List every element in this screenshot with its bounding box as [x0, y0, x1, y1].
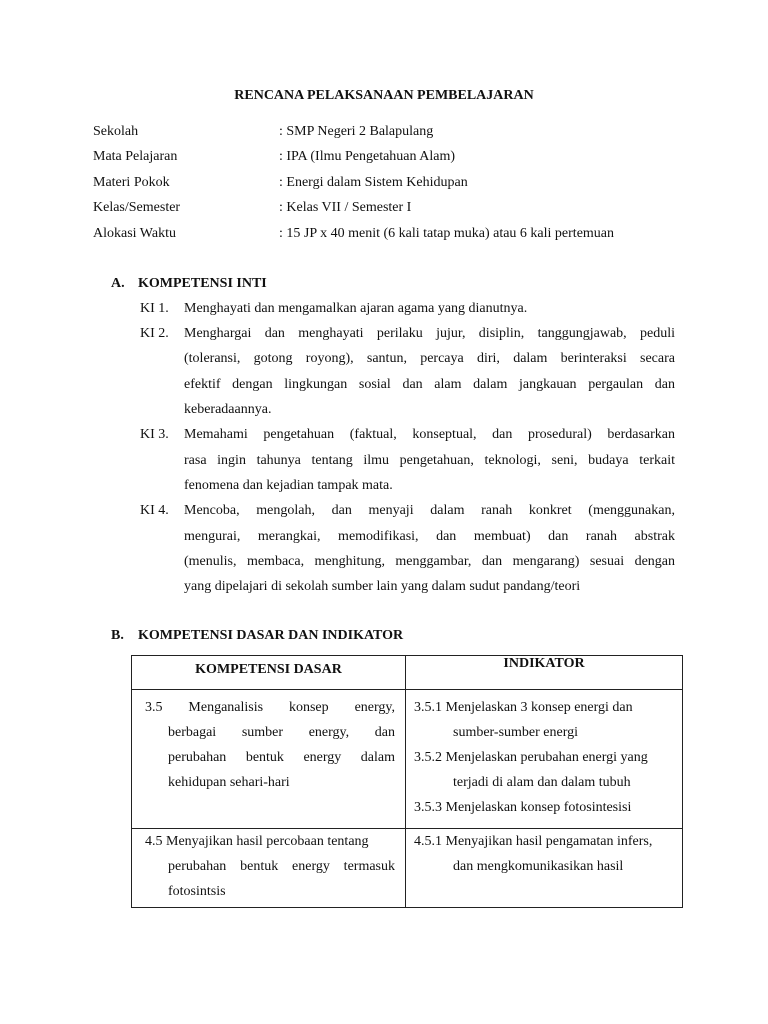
identity-value-time: : 15 JP x 40 menit (6 kali tatap muka) atau 6 kali pertemuan: [279, 226, 615, 241]
table-row: [132, 690, 683, 829]
table-header-kd: KOMPETENSI DASAR: [132, 656, 406, 690]
identity-label-time: Alokasi Waktu: [93, 226, 176, 241]
identity-label-school: Sekolah: [93, 124, 139, 139]
kd-line: kehidupan sehari-hari: [168, 775, 290, 790]
indikator-line: 3.5.1 Menjelaskan 3 konsep energi dan: [414, 700, 633, 715]
ki-3-line: fenomena dan kejadian tampak mata.: [184, 478, 393, 493]
ki-4-line: Mencoba, mengolah, dan menyaji dalam ranah konkret (menggunakan,: [184, 503, 675, 518]
identity-label-class: Kelas/Semester: [93, 200, 181, 215]
indikator-line: dan mengkomunikasikan hasil: [453, 859, 624, 874]
indikator-line: 3.5.3 Menjelaskan konsep fotosintesisi: [414, 800, 632, 815]
ki-1-line: Menghayati dan mengamalkan ajaran agama yang dianutnya.: [184, 301, 528, 316]
document-title: RENCANA PELAKSANAAN PEMBELAJARAN: [234, 88, 534, 103]
section-a-letter: A.: [111, 276, 125, 291]
indikator-line: sumber-sumber energi: [453, 725, 579, 740]
ki-3-line: Memahami pengetahuan (faktual, konseptual, dan prosedural) berdasarkan: [184, 427, 675, 442]
section-a-heading: KOMPETENSI INTI: [138, 276, 267, 291]
identity-value-topic: : Energi dalam Sistem Kehidupan: [279, 175, 468, 190]
kd-line: berbagai sumber energy, dan: [168, 725, 395, 740]
kd-cell: [132, 690, 406, 829]
ki-2-line: efektif dengan lingkungan sosial dan alam dalam jangkauan pergaulan dan: [184, 377, 675, 392]
kd-line: fotosintsis: [168, 884, 226, 899]
kd-line: 4.5 Menyajikan hasil percobaan tentang: [145, 834, 369, 849]
identity-value-class: : Kelas VII / Semester I: [279, 200, 412, 215]
ki-1-number: KI 1.: [140, 301, 169, 316]
indikator-cell: [406, 829, 683, 908]
kd-line: perubahan bentuk energy dalam: [168, 750, 395, 765]
kd-cell: [132, 829, 406, 908]
kd-line: perubahan bentuk energy termasuk: [168, 859, 395, 874]
indikator-line: 4.5.1 Menyajikan hasil pengamatan infers,: [414, 834, 653, 849]
identity-label-topic: Materi Pokok: [93, 175, 170, 190]
indikator-cell: [406, 690, 683, 829]
identity-value-school: : SMP Negeri 2 Balapulang: [279, 124, 434, 139]
kd-line: 3.5 Menganalisis konsep energy,: [145, 700, 395, 715]
table-header-indikator: INDIKATOR: [406, 656, 683, 690]
ki-2-line: keberadaannya.: [184, 402, 272, 417]
kd-indikator-table: [131, 655, 683, 908]
table-row: [132, 829, 683, 908]
indikator-line: 3.5.2 Menjelaskan perubahan energi yang: [414, 750, 648, 765]
ki-4-line: (menulis, membaca, menghitung, menggambar, dan mengarang) sesuai dengan: [184, 554, 675, 569]
ki-3-line: rasa ingin tahunya tentang ilmu pengetahuan, teknologi, seni, budaya terkait: [184, 453, 675, 468]
ki-2-line: Menghargai dan menghayati perilaku jujur, disiplin, tanggungjawab, peduli: [184, 326, 675, 341]
ki-4-line: yang dipelajari di sekolah sumber lain yang dalam sudut pandang/teori: [184, 579, 581, 594]
ki-4-line: mengurai, merangkai, memodifikasi, dan membuat) dan ranah abstrak: [184, 529, 675, 544]
section-b-heading: KOMPETENSI DASAR DAN INDIKATOR: [138, 628, 404, 643]
identity-label-subject: Mata Pelajaran: [93, 149, 178, 164]
identity-value-subject: : IPA (Ilmu Pengetahuan Alam): [279, 149, 456, 164]
section-b-letter: B.: [111, 628, 124, 643]
ki-2-line: (toleransi, gotong royong), santun, percaya diri, dalam berinteraksi secara: [184, 351, 675, 366]
indikator-line: terjadi di alam dan dalam tubuh: [453, 775, 631, 790]
ki-2-number: KI 2.: [140, 326, 169, 341]
table-header-row: [132, 656, 683, 690]
ki-3-number: KI 3.: [140, 427, 169, 442]
ki-4-number: KI 4.: [140, 503, 169, 518]
